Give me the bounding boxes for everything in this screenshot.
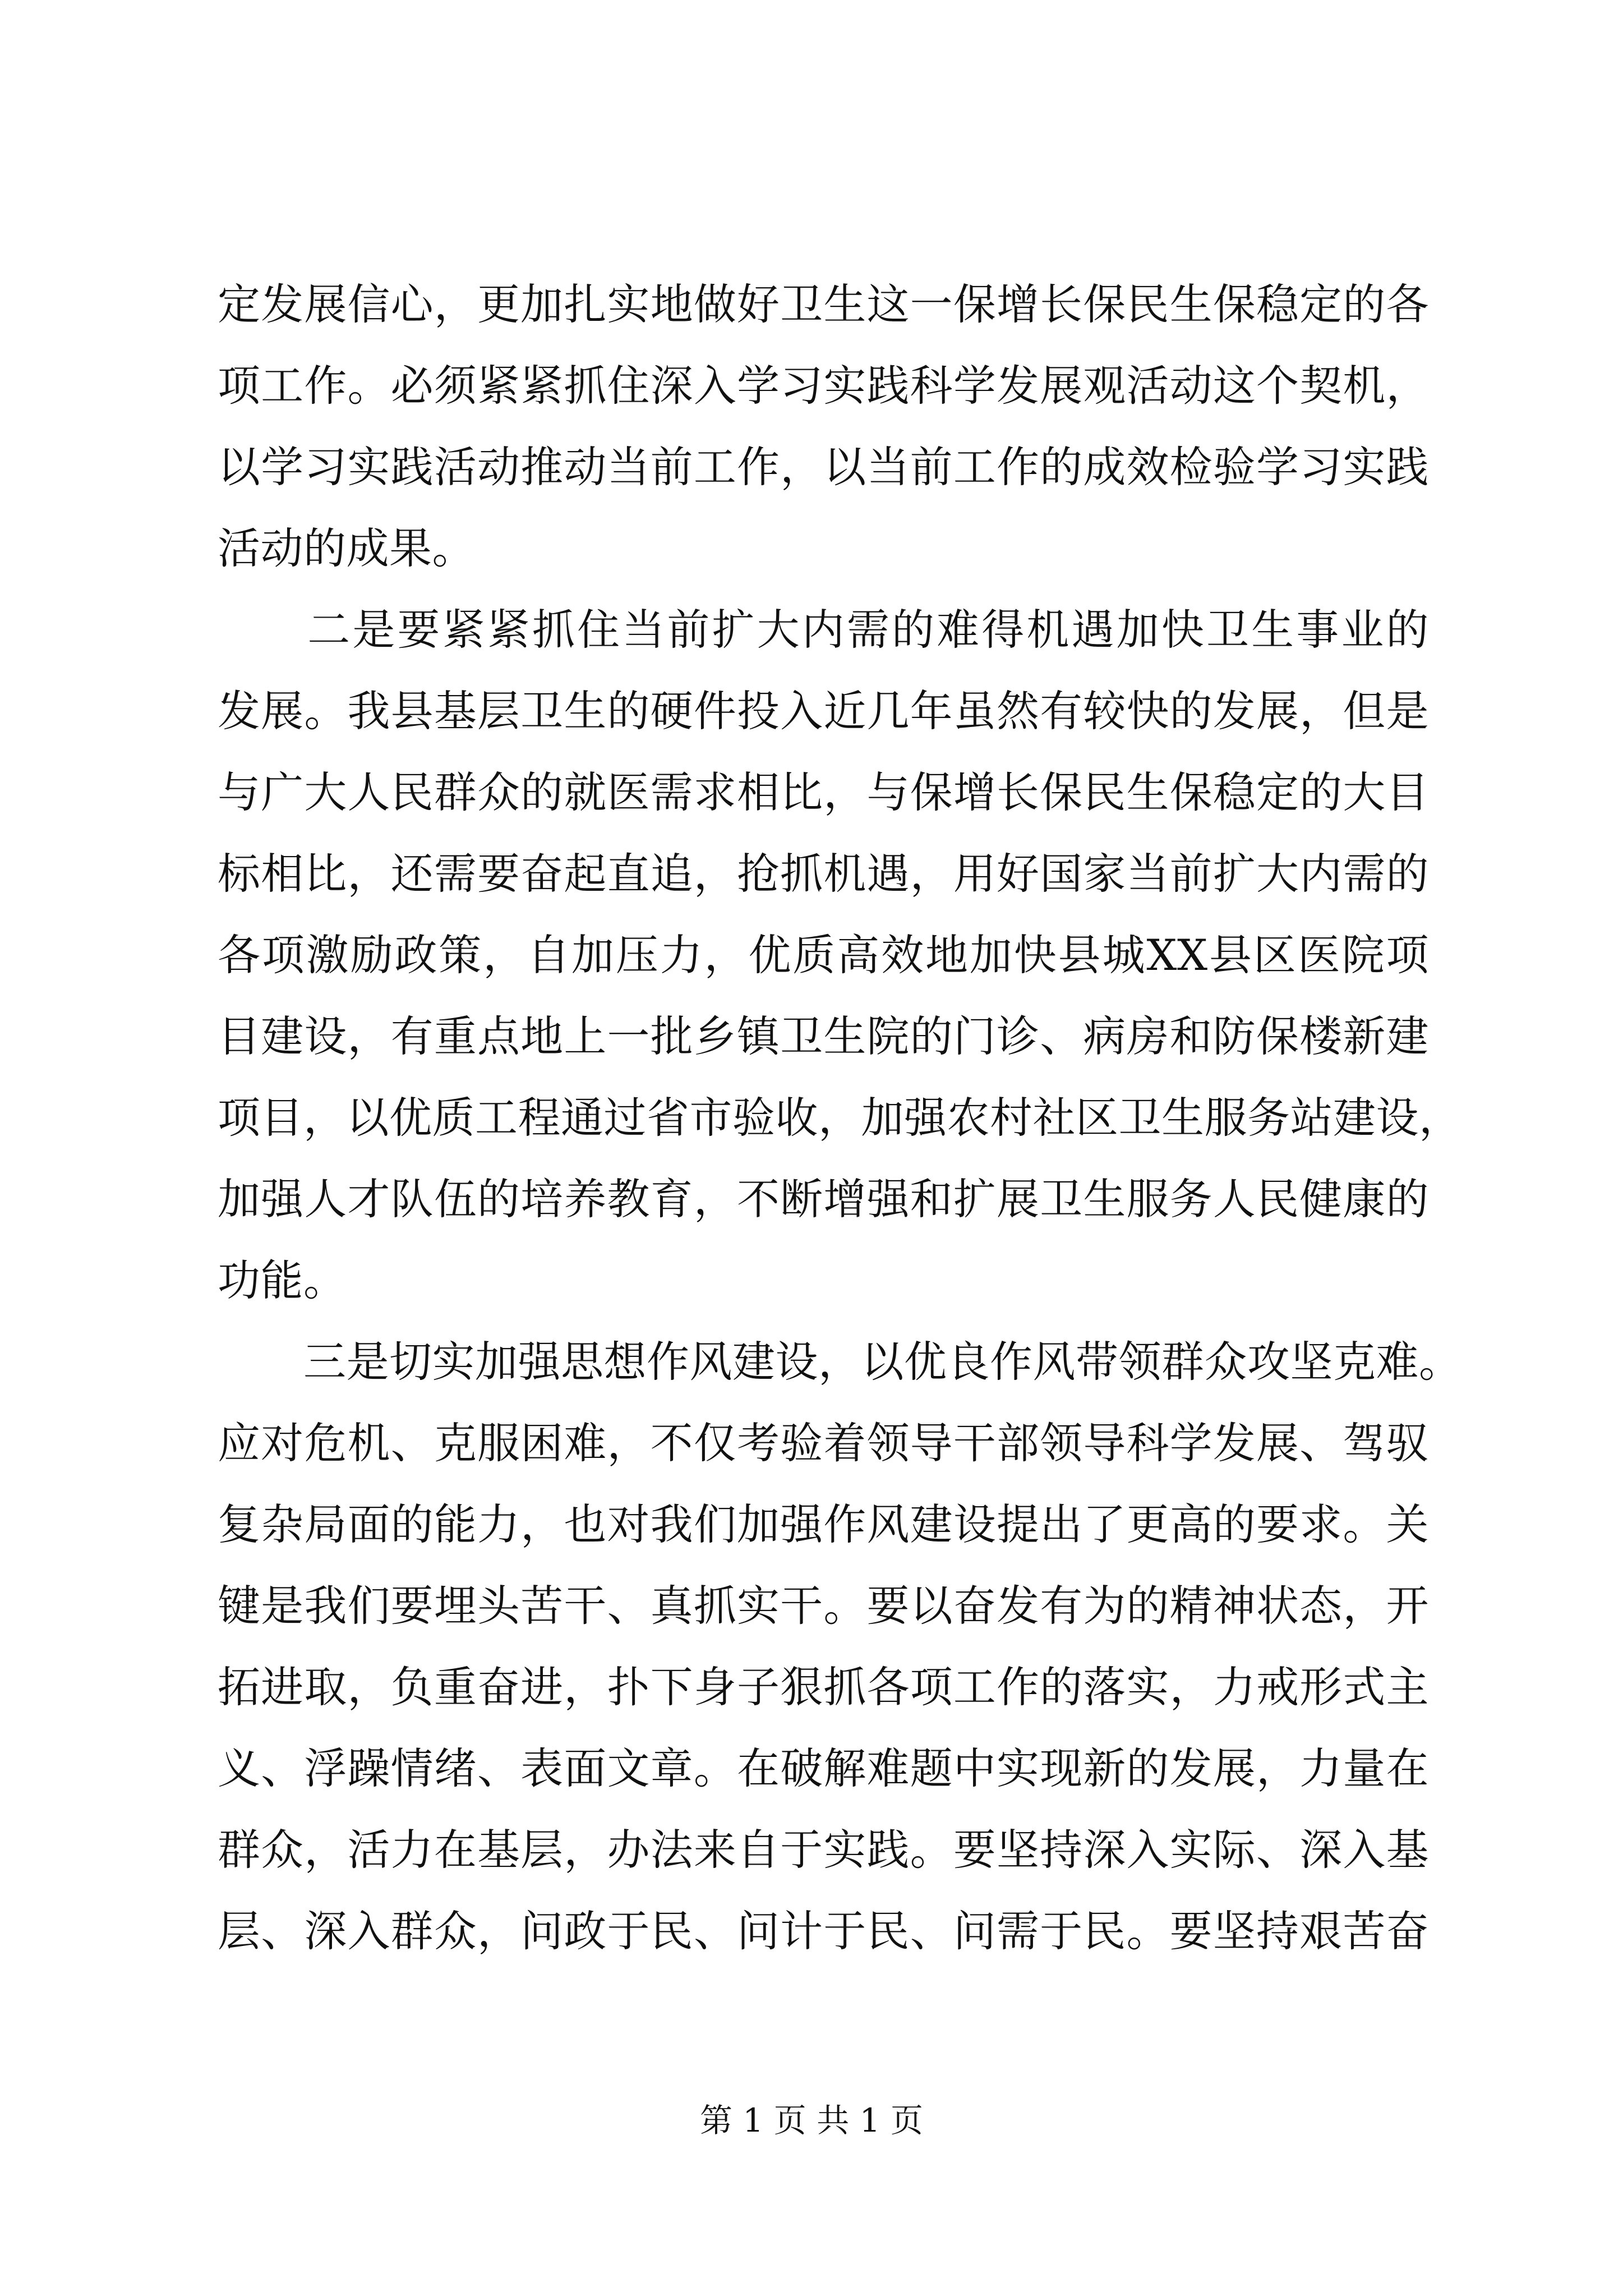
text-line-5: 二是要紧紧抓住当前扩大内需的难得机遇加快卫生事业的: [218, 605, 1429, 655]
text-line-19: 义、浮躁情绪、表面文章。在破解难题中实现新的发展，力量在: [218, 1743, 1429, 1793]
page-footer: 第 1 页 共 1 页: [700, 2101, 923, 2139]
text-line-17: 键是我们要埋头苦干、真抓实干。要以奋发有为的精神状态，开: [218, 1581, 1429, 1631]
text-line-16: 复杂局面的能力，也对我们加强作风建设提出了更高的要求。关: [218, 1499, 1429, 1549]
text-line-9: 各项激励政策，自加压力，优质高效地加快县城XX县区医院项: [218, 930, 1429, 980]
text-line-3: 以学习实践活动推动当前工作，以当前工作的成效检验学习实践: [218, 442, 1429, 492]
text-line-4: 活动的成果。: [218, 523, 475, 573]
text-line-7: 与广大人民群众的就医需求相比，与保增长保民生保稳定的大目: [218, 767, 1429, 817]
text-line-12: 加强人才队伍的培养教育，不断增强和扩展卫生服务人民健康的: [218, 1174, 1429, 1224]
text-line-8: 标相比，还需要奋起直追，抢抓机遇，用好国家当前扩大内需的: [218, 849, 1429, 899]
text-line-18: 拓进取，负重奋进，扑下身子狠抓各项工作的落实，力戒形式主: [218, 1662, 1429, 1712]
text-line-20: 群众，活力在基层，办法来自于实践。要坚持深入实际、深入基: [218, 1825, 1429, 1875]
text-line-1: 定发展信心，更加扎实地做好卫生这一保增长保民生保稳定的各: [218, 279, 1429, 329]
text-line-6: 发展。我县基层卫生的硬件投入近几年虽然有较快的发展，但是: [218, 686, 1429, 736]
text-line-11: 项目，以优质工程通过省市验收，加强农村社区卫生服务站建设，: [218, 1093, 1462, 1143]
text-line-14: 三是切实加强思想作风建设，以优良作风带领群众攻坚克难。: [218, 1337, 1462, 1387]
text-line-13: 功能。: [218, 1255, 347, 1305]
text-line-21: 层、深入群众，问政于民、问计于民、问需于民。要坚持艰苦奋: [218, 1906, 1429, 1956]
document-body: [218, 264, 1462, 1972]
text-line-10: 目建设，有重点地上一批乡镇卫生院的门诊、病房和防保楼新建: [218, 1011, 1429, 1061]
text-line-15: 应对危机、克服困难，不仅考验着领导干部领导科学发展、驾驭: [218, 1418, 1429, 1468]
text-line-2: 项工作。必须紧紧抓住深入学习实践科学发展观活动这个契机，: [218, 361, 1429, 411]
